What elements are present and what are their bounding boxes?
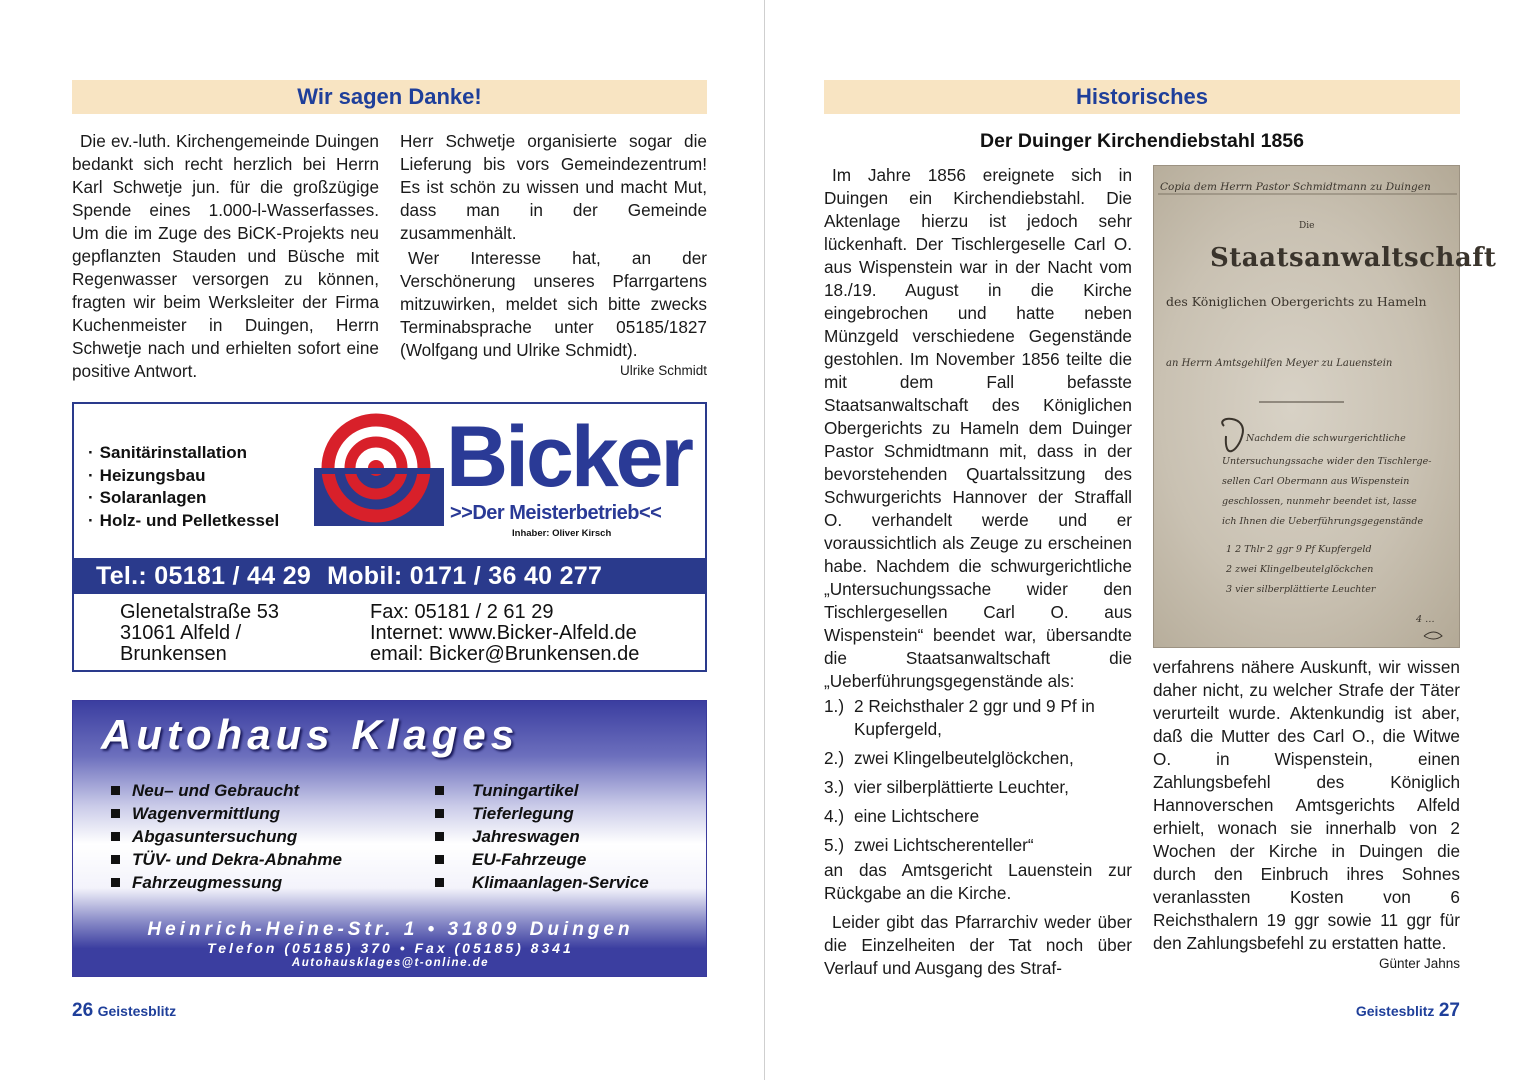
bullet-square-icon bbox=[111, 809, 120, 818]
service-label: Fahrzeugmessung bbox=[132, 873, 283, 892]
bullet-square-icon bbox=[111, 786, 120, 795]
list-text: zwei Lichtscherenteller“ bbox=[854, 835, 1034, 855]
article-history-col1 bbox=[824, 164, 1132, 980]
address-block bbox=[120, 602, 279, 665]
address-line: Brunkensen bbox=[120, 643, 227, 665]
doc-line: des Königlichen Obergerichts zu Hameln bbox=[1166, 294, 1427, 309]
paragraph: Leider gibt das Pfarrarchiv weder über die Einzelheiten der Tat noch über Verlauf und Ausgang des Straf- bbox=[824, 912, 1132, 978]
article-danke-col2 bbox=[400, 130, 707, 380]
list-item bbox=[824, 747, 1132, 770]
address-line: 31061 Alfeld / bbox=[120, 622, 242, 644]
tagline: >>Der Meisterbetrieb<< bbox=[450, 502, 662, 524]
service-item: · Holz- und Pelletkessel bbox=[88, 510, 279, 533]
service-item bbox=[435, 825, 649, 848]
document-scan-icon bbox=[1154, 166, 1497, 649]
bullet-square-icon bbox=[111, 855, 120, 864]
article-title: Der Duinger Kirchendiebstahl 1856 bbox=[979, 130, 1305, 152]
website: Internet: www.Bicker-Alfeld.de bbox=[370, 622, 637, 644]
page-number: 26 bbox=[72, 1000, 94, 1021]
service-item: · Solaranlagen bbox=[88, 487, 279, 510]
list-number: 5.) bbox=[824, 835, 845, 855]
page-number: 27 bbox=[1438, 1000, 1460, 1021]
brand-name: Bicker bbox=[446, 409, 691, 505]
service-item bbox=[435, 779, 649, 802]
bicker-advertisement bbox=[72, 402, 707, 672]
ad-phone: Telefon (05185) 370 • Fax (05185) 8341 bbox=[207, 940, 574, 956]
service-list-left bbox=[111, 779, 342, 894]
list-text: 2 Reichsthaler 2 ggr und 9 Pf in Kupfergeld, bbox=[854, 696, 1095, 739]
author: Ulrike Schmidt bbox=[619, 363, 707, 378]
service-label: Klimaanlagen-Service bbox=[472, 873, 649, 892]
section-header-historisches bbox=[824, 80, 1460, 114]
page-footer-right bbox=[1336, 1000, 1460, 1022]
address-line: Glenetalstraße 53 bbox=[120, 601, 279, 623]
service-label: Neu– und Gebraucht bbox=[132, 781, 300, 800]
service-list bbox=[88, 442, 279, 532]
service-item bbox=[111, 779, 342, 802]
list-number: 2.) bbox=[824, 748, 845, 768]
author: Günter Jahns bbox=[1378, 956, 1460, 971]
doc-line: sellen Carl Obermann aus Wispenstein bbox=[1222, 476, 1410, 487]
bullet-square-icon bbox=[435, 809, 444, 818]
historical-document-image bbox=[1153, 165, 1497, 648]
paragraph: Im Jahre 1856 ereignete sich in Duingen ein Kirchendiebstahl. Die Aktenlage hierzu ist jedoch sehr lückenhaft. Der Tischlergeselle Carl O. aus Wispenstein war in der Nacht vom 18./19. August in die Kirche eingebrochen und hatte neben Münzgeld verschiedene Gegenstände gestohlen. Im November 1856 teilte die mit dem Fall befasste Staatsanwaltschaft des Königlichen Obergerichts zu Hameln dem Duinger Pastor Schmidtmann mit, dass in der bevorstehenden Quartalssitzung des Schwurgerichts Hannover der Straffall O. verhandelt werde und er voraussichtlich als Zeuge zu erscheinen habe. Nachdem die schwurgerichtliche „Untersuchungssache wider den Tischlergesellen Carl O. aus Wispenstein“ beendet war, übersandte die Staatsanwaltschaft die „Ueberführungsgegenstände als: bbox=[824, 165, 1132, 691]
service-label: Jahreswagen bbox=[472, 827, 580, 846]
service-label: Tuningartikel bbox=[472, 781, 579, 800]
paragraph: verfahrens nähere Auskunft, wir wissen daher nicht, zu welcher Strafe der Täter verurteilt wurde. Aktenkundig ist aber, daß die Mutter des Carl O., die Witwe O. in Wispenstein, einen Zahlungsbefehl des Königlich Hannoverschen Amtsgerichts Alfeld erhielt, wonach sie innerhalb von 2 Wochen der Kirche in Duingen die durch den Einbruch ihres Sohnes veranlassten Kosten von 6 Reichsthalern 19 ggr sowie 11 ggr für den Zahlungsbefehl zu erstatten hatte. bbox=[1153, 657, 1460, 953]
bullet-square-icon bbox=[111, 832, 120, 841]
list-number: 1.) bbox=[824, 696, 845, 716]
doc-line: Nachdem die schwurgerichtliche bbox=[1246, 433, 1406, 444]
paragraph: Herr Schwetje organisierte sogar die Lieferung bis vors Gemeindezentrum! Es ist schön zu wissen und macht Mut, dass man in der Gemeinde zusammenhält. bbox=[400, 131, 707, 243]
service-item bbox=[111, 871, 342, 894]
service-list-right bbox=[435, 779, 649, 894]
service-item bbox=[435, 871, 649, 894]
service-label: Wagenvermittlung bbox=[132, 804, 280, 823]
fax: Fax: 05181 / 2 61 29 bbox=[370, 601, 554, 623]
item-list bbox=[824, 695, 1132, 857]
bullet-square-icon bbox=[435, 855, 444, 864]
doc-line: Staatsanwaltschaft bbox=[1210, 243, 1497, 273]
email: email: Bicker@Brunkensen.de bbox=[370, 643, 640, 665]
paragraph: Wer Interesse hat, an der Verschönerung unseres Pfarrgartens mitzuwirken, meldet sich bitte zwecks Terminabsprache unter 05185/1827 (Wolfgang und Ulrike Schmidt). bbox=[400, 248, 707, 360]
list-number: 4.) bbox=[824, 806, 845, 826]
doc-line: ich Ihnen die Ueberführungsgegenstände bbox=[1222, 516, 1424, 527]
bullet-square-icon bbox=[435, 832, 444, 841]
bicker-logo-icon bbox=[314, 416, 444, 526]
article-history-col2 bbox=[1153, 656, 1460, 973]
doc-line: an Herrn Amtsgehilfen Meyer zu Lauenstein bbox=[1166, 358, 1393, 369]
section-header-danke bbox=[72, 80, 707, 114]
mobile: Mobil: 0171 / 36 40 277 bbox=[327, 561, 603, 590]
doc-line: 3 vier silberplättierte Leuchter bbox=[1226, 584, 1376, 595]
section-title: Historisches bbox=[1075, 84, 1209, 109]
service-item: · Heizungsbau bbox=[88, 465, 279, 488]
doc-line: 2 zwei Klingelbeutelglöckchen bbox=[1226, 564, 1374, 575]
service-item bbox=[435, 802, 649, 825]
article-danke-col1 bbox=[72, 130, 379, 383]
list-item bbox=[824, 776, 1132, 799]
service-label: EU-Fahrzeuge bbox=[472, 850, 587, 869]
list-text: eine Lichtschere bbox=[854, 806, 980, 826]
service-label: TÜV- und Dekra-Abnahme bbox=[132, 850, 343, 869]
ad-email: Autohausklages@t-online.de bbox=[291, 957, 490, 969]
doc-line: Die bbox=[1299, 221, 1315, 231]
service-label: Tieferlegung bbox=[472, 804, 574, 823]
list-item bbox=[824, 695, 1132, 741]
doc-line: Untersuchungssache wider den Tischlerge- bbox=[1222, 456, 1432, 467]
ad-address: Heinrich-Heine-Str. 1 • 31809 Duingen bbox=[147, 919, 634, 940]
list-text: vier silberplättierte Leuchter, bbox=[854, 777, 1069, 797]
service-item: · Sanitärinstallation bbox=[88, 442, 279, 465]
phone-bar bbox=[74, 558, 705, 594]
bullet-square-icon bbox=[111, 878, 120, 887]
paragraph: Die ev.-luth. Kirchengemeinde Duingen bedankt sich recht herzlich bei Herrn Karl Schwetje jun. für die großzügige Spende eines 1.000-l-Wasserfasses. Um die im Zuge des BiCK-Projekts neu gepflanzten Stauden und Büsche mit Regenwasser versorgen zu können, fragten wir beim Werksleiter der Firma Kuchenmeister in Duingen, Herrn Schwetje nach und erhielten sofort eine positive Antwort. bbox=[72, 131, 379, 381]
list-item bbox=[824, 805, 1132, 828]
service-item bbox=[111, 802, 342, 825]
bullet-square-icon bbox=[435, 878, 444, 887]
ad-title: Autohaus Klages bbox=[101, 711, 520, 758]
section-title: Wir sagen Danke! bbox=[297, 84, 482, 109]
service-item bbox=[111, 848, 342, 871]
list-number: 3.) bbox=[824, 777, 845, 797]
list-text: zwei Klingelbeutelglöckchen, bbox=[854, 748, 1074, 768]
service-label: Abgasuntersuchung bbox=[132, 827, 298, 846]
doc-line: 4 … bbox=[1416, 614, 1435, 625]
contact-block bbox=[370, 602, 639, 665]
magazine-name: Geistesblitz bbox=[97, 1003, 177, 1019]
magazine-name: Geistesblitz bbox=[1355, 1003, 1435, 1019]
service-item bbox=[435, 848, 649, 871]
bullet-square-icon bbox=[435, 786, 444, 795]
doc-line: 1 2 Thlr 2 ggr 9 Pf Kupfergeld bbox=[1226, 544, 1372, 555]
page-footer-left bbox=[72, 1000, 176, 1022]
service-item bbox=[111, 825, 342, 848]
owner: Inhaber: Oliver Kirsch bbox=[512, 528, 612, 539]
list-item bbox=[824, 834, 1132, 857]
doc-line: geschlossen, nunmehr beendet ist, lasse bbox=[1222, 496, 1417, 507]
paragraph: an das Amtsgericht Lauenstein zur Rückgabe an die Kirche. bbox=[824, 860, 1132, 903]
phone: Tel.: 05181 / 44 29 bbox=[96, 561, 312, 590]
klages-advertisement bbox=[72, 700, 707, 977]
doc-line: Copia dem Herrn Pastor Schmidtmann zu Duingen bbox=[1160, 181, 1431, 193]
